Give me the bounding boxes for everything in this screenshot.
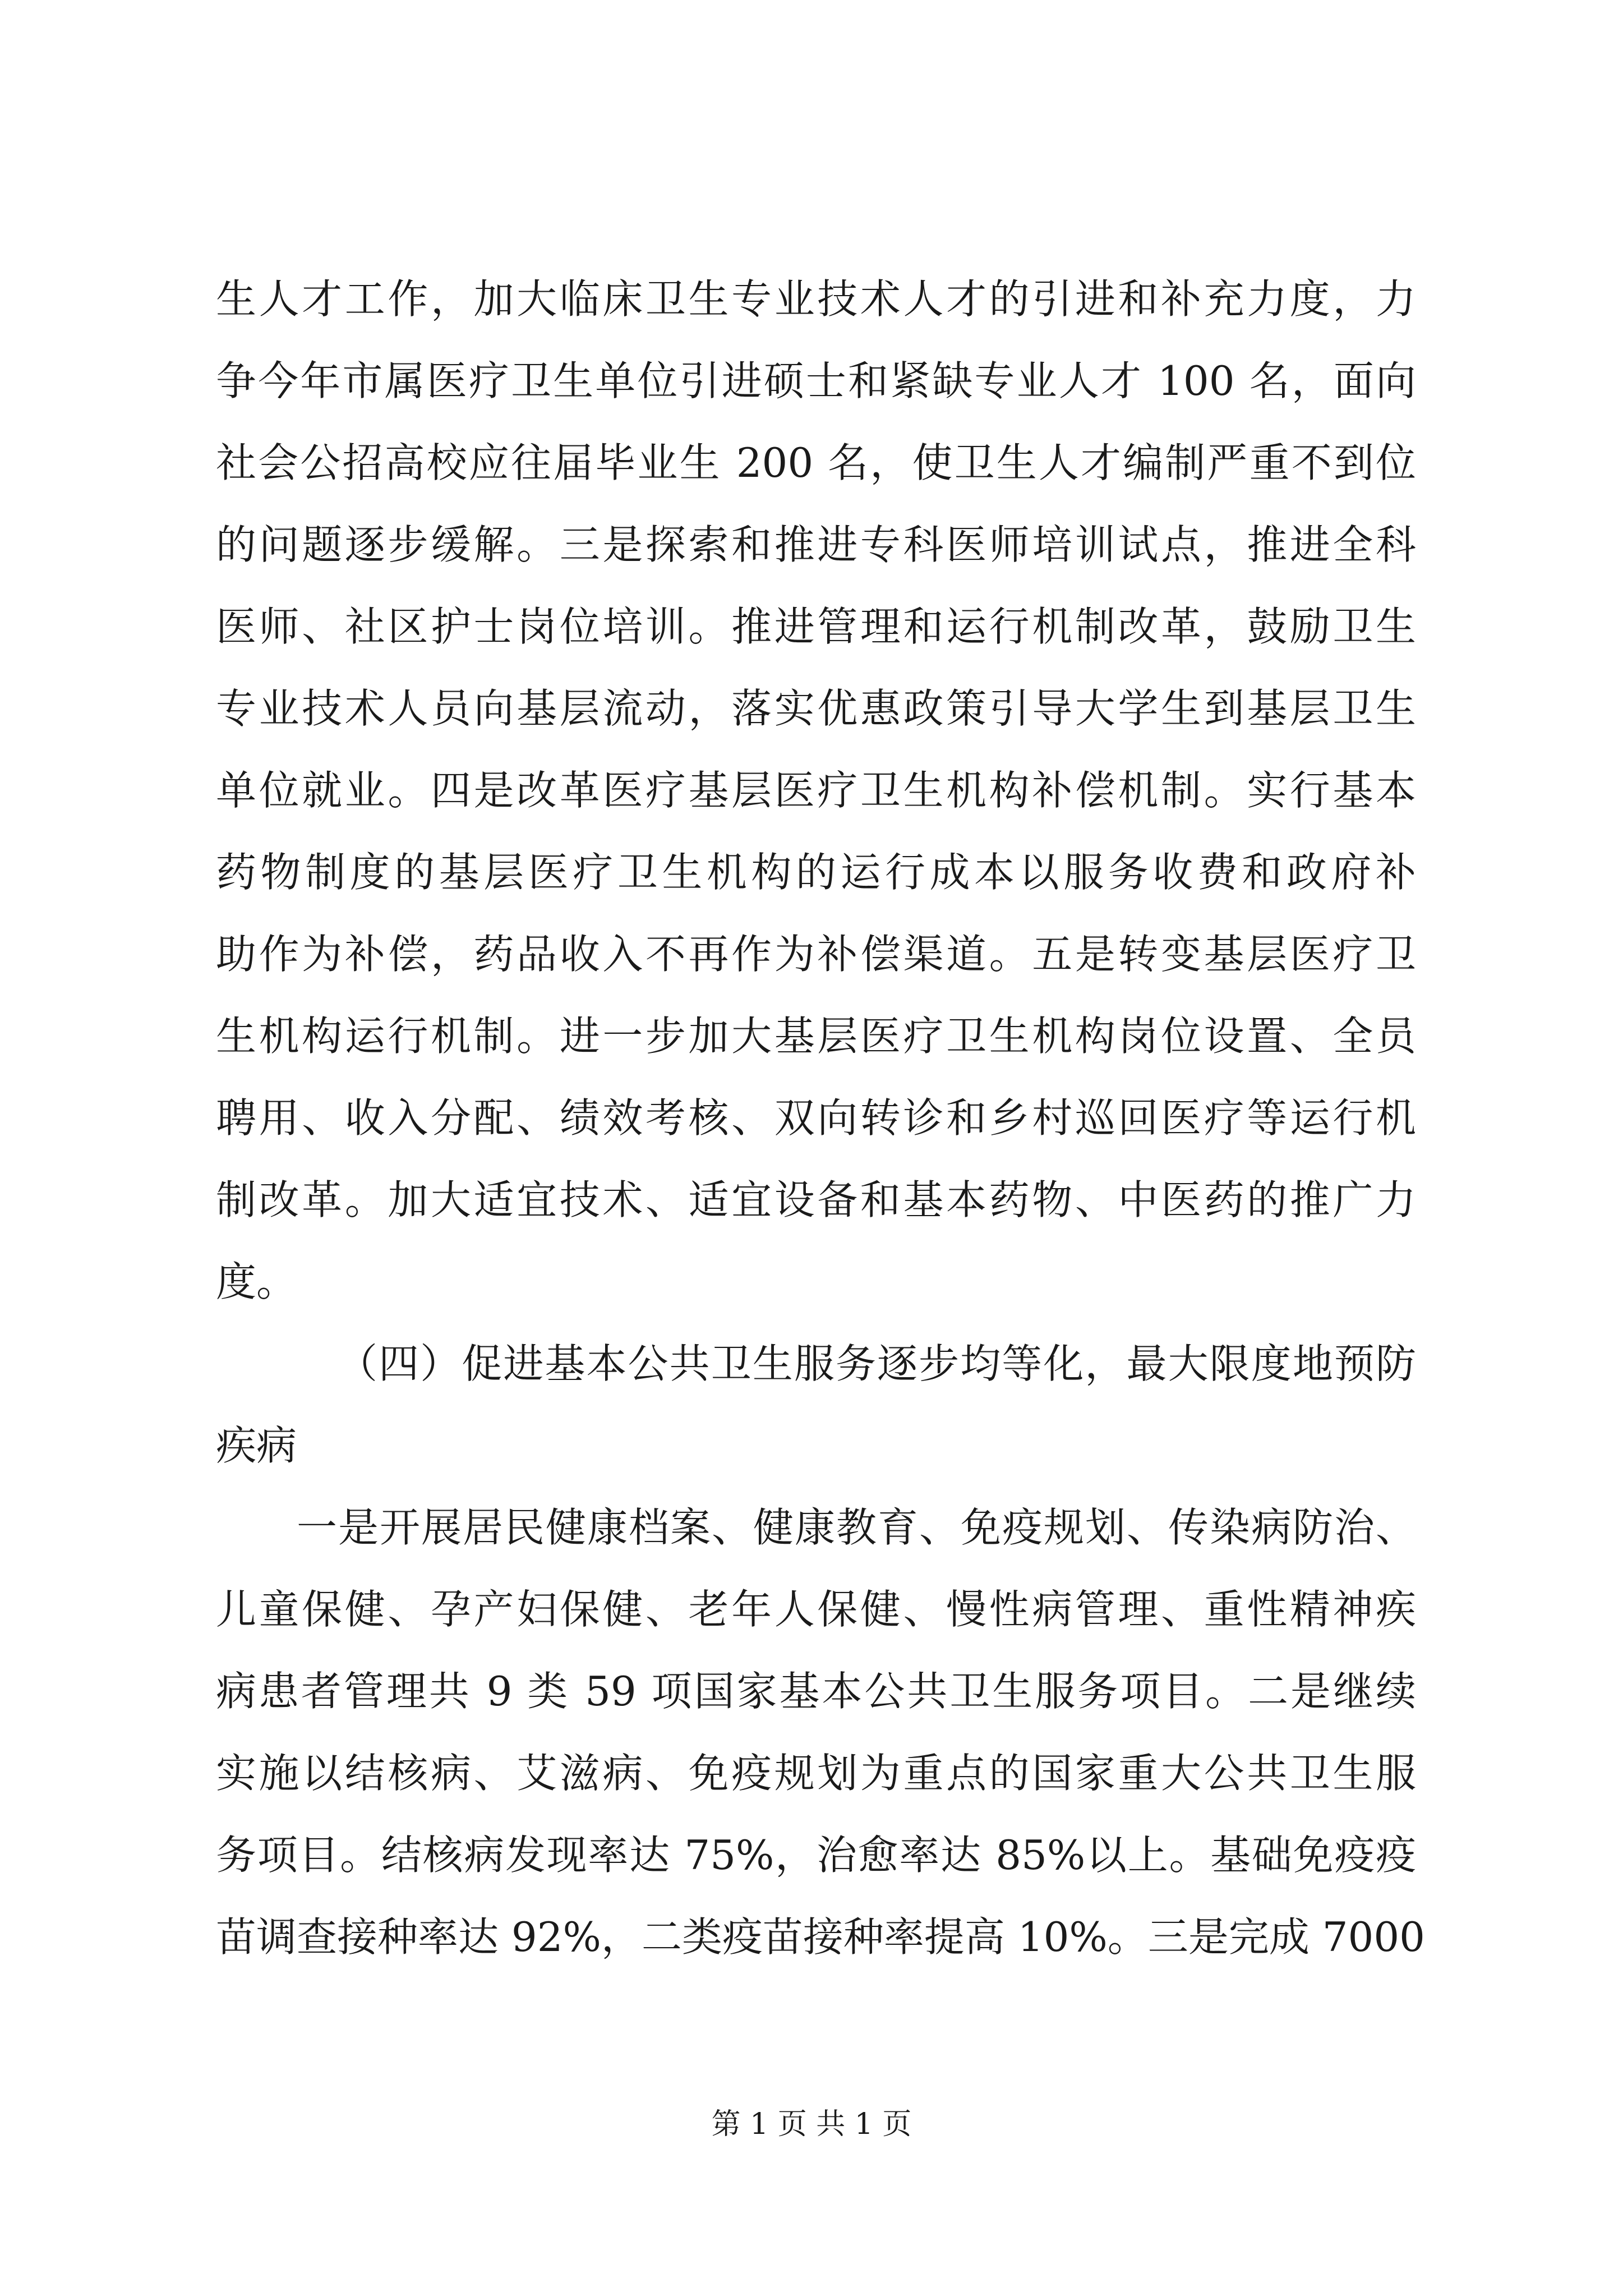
text-line: 助作为补偿，药品收入不再作为补偿渠道。五是转变基层医疗卫 [216, 931, 1416, 978]
text-line: 聘用、收入分配、绩效考核、双向转诊和乡村巡回医疗等运行机 [216, 1094, 1416, 1142]
text-line: 生人才工作，加大临床卫生专业技术人才的引进和补充力度，力 [216, 275, 1416, 323]
section-heading: （四）促进基本公共卫生服务逐步均等化，最大限度地预防 [337, 1340, 1416, 1387]
text-line: 生机构运行机制。进一步加大基层医疗卫生机构岗位设置、全员 [216, 1013, 1416, 1060]
section-heading-continued: 疾病 [216, 1422, 297, 1469]
text-line: 苗调查接种率达 92%，二类疫苗接种率提高 10%。三是完成 7000 [216, 1913, 1425, 1961]
text-line: 度。 [216, 1258, 297, 1305]
text-line: 一是开展居民健康档案、健康教育、免疫规划、传染病防治、 [297, 1504, 1416, 1551]
text-line: 药物制度的基层医疗卫生机构的运行成本以服务收费和政府补 [216, 849, 1416, 896]
text-line: 的问题逐步缓解。三是探索和推进专科医师培训试点，推进全科 [216, 521, 1416, 568]
text-line: 争今年市属医疗卫生单位引进硕士和紧缺专业人才 100 名，面向 [216, 357, 1416, 404]
text-line: 单位就业。四是改革医疗基层医疗卫生机构补偿机制。实行基本 [216, 767, 1416, 814]
text-line: 儿童保健、孕产妇保健、老年人保健、慢性病管理、重性精神疾 [216, 1586, 1416, 1633]
text-line: 医师、社区护士岗位培训。推进管理和运行机制改革，鼓励卫生 [216, 603, 1416, 650]
text-line: 专业技术人员向基层流动，落实优惠政策引导大学生到基层卫生 [216, 685, 1416, 732]
text-line: 务项目。结核病发现率达 75%，治愈率达 85%以上。基础免疫疫 [216, 1832, 1416, 1879]
text-line: 社会公招高校应往届毕业生 200 名，使卫生人才编制严重不到位 [216, 439, 1416, 486]
text-line: 制改革。加大适宜技术、适宜设备和基本药物、中医药的推广力 [216, 1176, 1416, 1223]
text-line: 实施以结核病、艾滋病、免疫规划为重点的国家重大公共卫生服 [216, 1750, 1416, 1797]
document-body [216, 258, 1425, 1978]
page-footer: 第 1 页 共 1 页 [711, 2108, 912, 2141]
text-line: 病患者管理共 9 类 59 项国家基本公共卫生服务项目。二是继续 [216, 1668, 1416, 1715]
